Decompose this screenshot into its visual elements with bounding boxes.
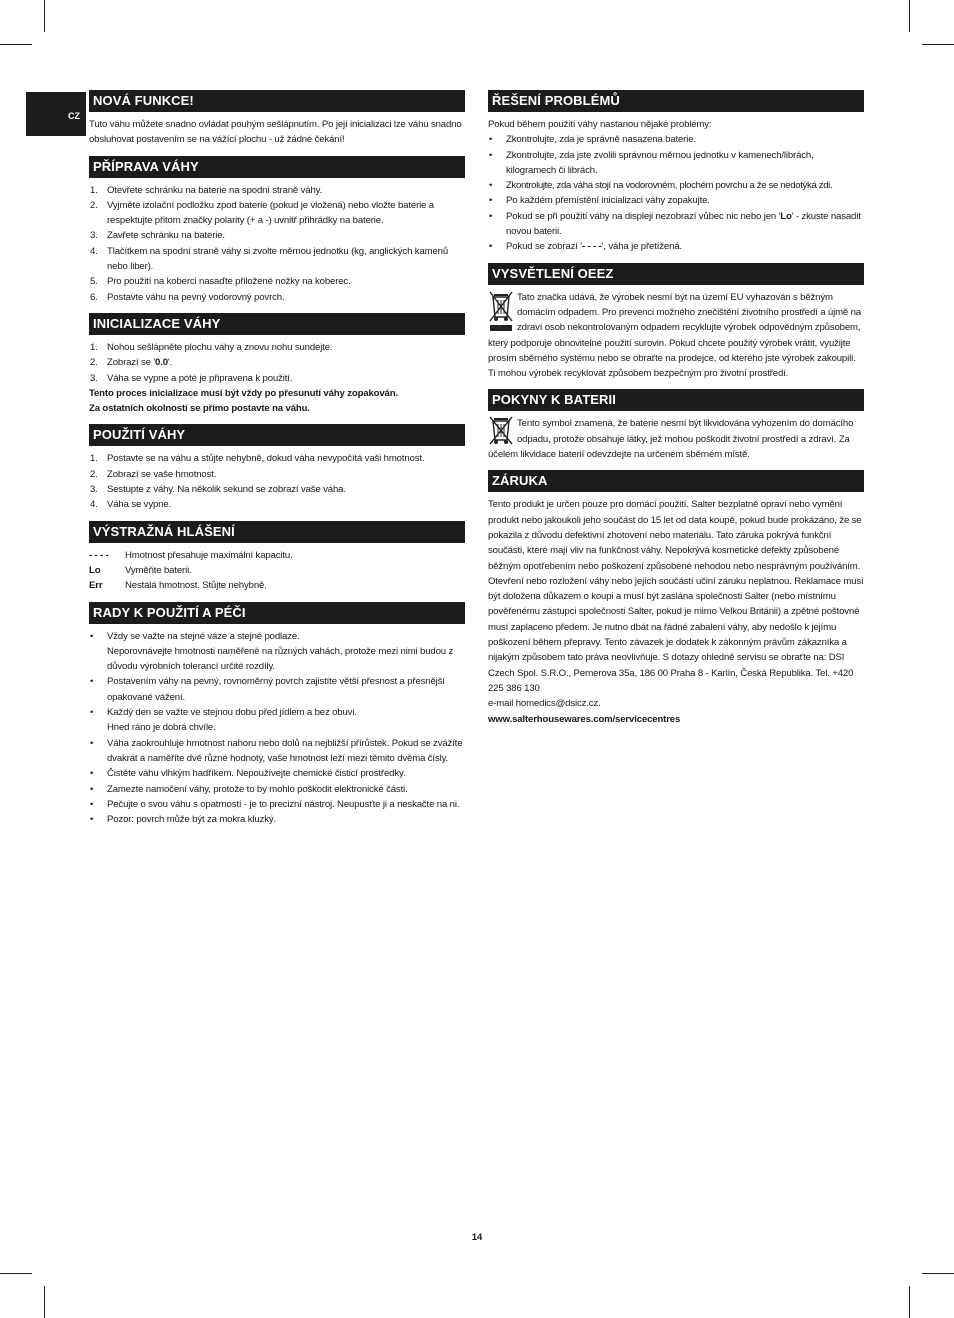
section-pouziti-vahy [89, 424, 465, 512]
crop-mark [0, 44, 32, 45]
list-item: 2. Zobrazí se '0.0'. [90, 357, 173, 369]
list-item: 4. Tlačítkem na spodní straně váhy si zvolte měrnou jednotku (kg, anglických kamenů nebo liber). [90, 245, 449, 273]
numbered-list [89, 451, 465, 512]
list-item: • Zkontrolujte, zda je správně nasazena baterie. [489, 134, 696, 146]
section-title: POKYNY K BATERII [488, 389, 864, 411]
list-item: • Čistěte váhu vlhkým hadříkem. Nepoužívejte chemické čisticí prostředky. [90, 768, 406, 780]
section-rady [89, 602, 465, 828]
section-priprava-vahy [89, 156, 465, 305]
warning-text: Vyměňte baterii. [125, 564, 192, 576]
list-item: • Pokud se zobrazí '- - - -', váha je přetížená. [489, 241, 682, 253]
crop-mark [0, 1273, 32, 1274]
section-text: Tato značka udává, že výrobek nesmí být na území EU vyhazován s běžným domácím odpadem. Pro prevenci možného znečištění životního prostředí a újmě na zdraví osob nekontrolovaným odpadem recyklujte výrobek odpovědným způsobem, který podporuje obnovitelné použití surovin. Pokud chcete použitý výrobek vrátit, využijte prosím sběrného systému nebo se obraťte na prodejce, od kterého jste výrobek zakoupili. Ti mohou výrobek recyklovat způsobem bezpečným pro životní prostředí. [488, 291, 861, 380]
section-title: POUŽITÍ VÁHY [89, 424, 465, 446]
list-item: 6. Postavte váhu na pevný vodorovný povrch. [90, 291, 285, 303]
section-title: NOVÁ FUNKCE! [89, 90, 465, 112]
list-item: 3. Zavřete schránku na baterie. [90, 230, 225, 242]
list-item: • Každý den se važte ve stejnou dobu před jídlem a bez obuvi. Hned ráno je dobrá chvíle. [90, 707, 357, 734]
list-item: 2. Zobrazí se vaše hmotnost. [90, 468, 217, 480]
warning-code: Err [89, 580, 103, 592]
crossed-out-wheelie-bin-icon [488, 416, 514, 446]
warning-row [89, 578, 465, 593]
section-text: Tuto váhu můžete snadno ovládat pouhým sešlápnutím. Po její inicializaci lze váhu snadno obsluhovat postavením se na vážící plochu - už žádné čekání! [89, 119, 462, 146]
warning-row [89, 548, 465, 563]
section-title: VYSVĚTLENÍ OEEZ [488, 263, 864, 285]
list-item: 2. Vyjměte izolační podložku zpod baterie (pokud je vložená) nebo vložte baterie a respektujte přitom značky polarity (+ a -) uvnitř přihrádky na baterie. [90, 199, 434, 227]
warning-text: Nestálá hmotnost. Stůjte nehybně. [125, 580, 267, 592]
list-item: 3. Váha se vypne a poté je připravena k použití. [90, 372, 293, 384]
crop-mark [922, 44, 954, 45]
list-item: • Zamezte namočení váhy, protože to by mohlo poškodit elektronické části. [90, 783, 408, 795]
bullet-list [488, 132, 864, 254]
section-title: ZÁRUKA [488, 470, 864, 492]
page-number: 14 [471, 1232, 483, 1243]
list-item: • Váha zaokrouhluje hmotnost nahoru nebo dolů na nejbližší přírůstek. Pokud se zvážíte dvakrát a naměříte dvě různé hodnoty, vaše hmotnost leží mezi těmito dvěma čísly. [90, 737, 463, 764]
language-tab [26, 92, 86, 136]
section-nova-funkce [89, 90, 465, 148]
section-intro: Pokud během použití váhy nastanou nějaké problémy: [488, 119, 712, 130]
numbered-list [89, 340, 465, 386]
list-item: • Vždy se važte na stejné váze a stejné podlaze. Neporovnávejte hmotnosti naměřené na různých vahách, protože mezi nimi budou z důvodu výrobních tolerancí určité rozdíly. [90, 630, 454, 673]
contact-email: e-mail homedics@dsicz.cz. [488, 698, 601, 710]
section-text: Tento produkt je určen pouze pro domácí použití. Salter bezplatně opraví nebo vymění produkt nebo jakoukoli jeho součást do 15 let od data koupě, pokud bude prokázáno, že se pokazila z důvodu defektivní zhotovení nebo materiálu. Tato záruka pokrývá funkční součásti, které mají vliv na funkčnost váhy. Nepokrývá kosmetické defekty způsobené běžným opotřebením nebo poškození způsobené nehodou nebo nesprávným používáním. Otevření nebo rozložení váhy nebo jejích součástí učiní záruku neplatnou. Reklamace musí být doložena důkazem o koupi a musí být zaslána společnosti Salter (nebo místnímu pověřenému zástupci společnosti Salter, pokud je mimo Velkou Británii) a zpětné poštovné musí zaplaceno předem. Je nutno dbát na řádné zabalení váhy, aby nedošlo k jejímu poškození během přepravy. Tento závazek je dodatek k zákonným právům zákazníka a nijakým způsobem tato práva neovlivňuje. S dotazy ohledně servisu se obraťte na: DSI Czech Spol. S.R.O., Pernerova 35a, 186 00 Praha 8 - Karlín, Česká Republika. Tel. +420 225 386 130 [488, 499, 864, 694]
section-title: INICIALIZACE VÁHY [89, 313, 465, 335]
section-title: ŘEŠENÍ PROBLÉMŮ [488, 90, 864, 112]
warning-code: Lo [89, 564, 101, 576]
section-zaruka [488, 470, 864, 726]
list-item: • Zkontrolujte, zda jste zvolili správnou měrnou jednotku v kamenech/librách, kilogramech či librách. [489, 149, 814, 176]
section-oeez [488, 263, 864, 382]
left-column [89, 90, 465, 835]
warning-code: - - - - [89, 549, 109, 561]
section-inicializace [89, 313, 465, 416]
crossed-out-wheelie-bin-icon [488, 290, 514, 334]
section-reseni-problemu [488, 90, 864, 255]
bullet-list [89, 629, 465, 828]
section-text: Tento symbol znamená, že baterie nesmí být likvidována vyhozením do domácího odpadu, protože obsahuje látky, jež mohou poškodit životní prostředí a zdraví. Za účelem likvidace baterií odevzdejte na určeném sběrném místě. [488, 418, 854, 461]
service-url[interactable]: www.salterhousewares.com/servicecentres [488, 713, 681, 725]
section-pokyny-k-baterii [488, 389, 864, 462]
list-item: • Zkontrolujte, zda váha stojí na vodorovném, plochém povrchu a že se nedotýká zdi. [489, 180, 833, 192]
section-title: VÝSTRAŽNÁ HLÁŠENÍ [89, 521, 465, 543]
language-code: CZ [68, 111, 80, 121]
section-title: PŘÍPRAVA VÁHY [89, 156, 465, 178]
crop-mark [909, 0, 910, 32]
section-title: RADY K POUŽITÍ A PÉČI [89, 602, 465, 624]
section-vystrazna-hlaseni [89, 521, 465, 594]
list-item: 1. Otevřete schránku na baterie na spodní straně váhy. [90, 184, 323, 196]
list-item: • Po každém přemístění inicializaci váhy zopakujte. [489, 195, 710, 207]
list-item: • Pozor: povrch může být za mokra kluzký. [90, 814, 277, 826]
list-item: • Pečujte o svou váhu s opatrností - je to precizní nástroj. Neupusťte ji a neskačte na ni. [90, 798, 460, 810]
list-item: 5. Pro použití na koberci nasaďte přiložené nožky na koberec. [90, 276, 351, 288]
crop-mark [909, 1286, 910, 1318]
list-item: • Pokud se při použití váhy na displeji nezobrazí vůbec nic nebo jen 'Lo' - zkuste nasadit novou baterii. [489, 210, 861, 238]
crop-mark [922, 1273, 954, 1274]
list-item: 1. Postavte se na váhu a stůjte nehybně, dokud váha nevypočítá vaši hmotnost. [90, 453, 425, 465]
crop-mark [44, 0, 45, 32]
init-note: Za ostatních okolností se přímo postavte na váhu. [89, 403, 310, 415]
init-note: Tento proces inicializace musí být vždy po přesunutí váhy zopakován. [89, 387, 398, 399]
crop-mark [44, 1286, 45, 1318]
right-column [488, 90, 864, 735]
list-item: • Postavením váhy na pevný, rovnoměrný povrch zajistíte větší přesnost a přesnější opakované vážení. [90, 676, 445, 703]
list-item: 1. Nohou sešlápněte plochu váhy a znovu nohu sundejte. [90, 341, 333, 353]
warning-text: Hmotnost přesahuje maximální kapacitu. [125, 549, 293, 561]
list-item: 3. Sestupte z váhy. Na několik sekund se zobrazí vaše váha. [90, 484, 346, 496]
warning-row [89, 563, 465, 578]
numbered-list [89, 183, 465, 305]
list-item: 4. Váha se vypne. [90, 499, 172, 511]
